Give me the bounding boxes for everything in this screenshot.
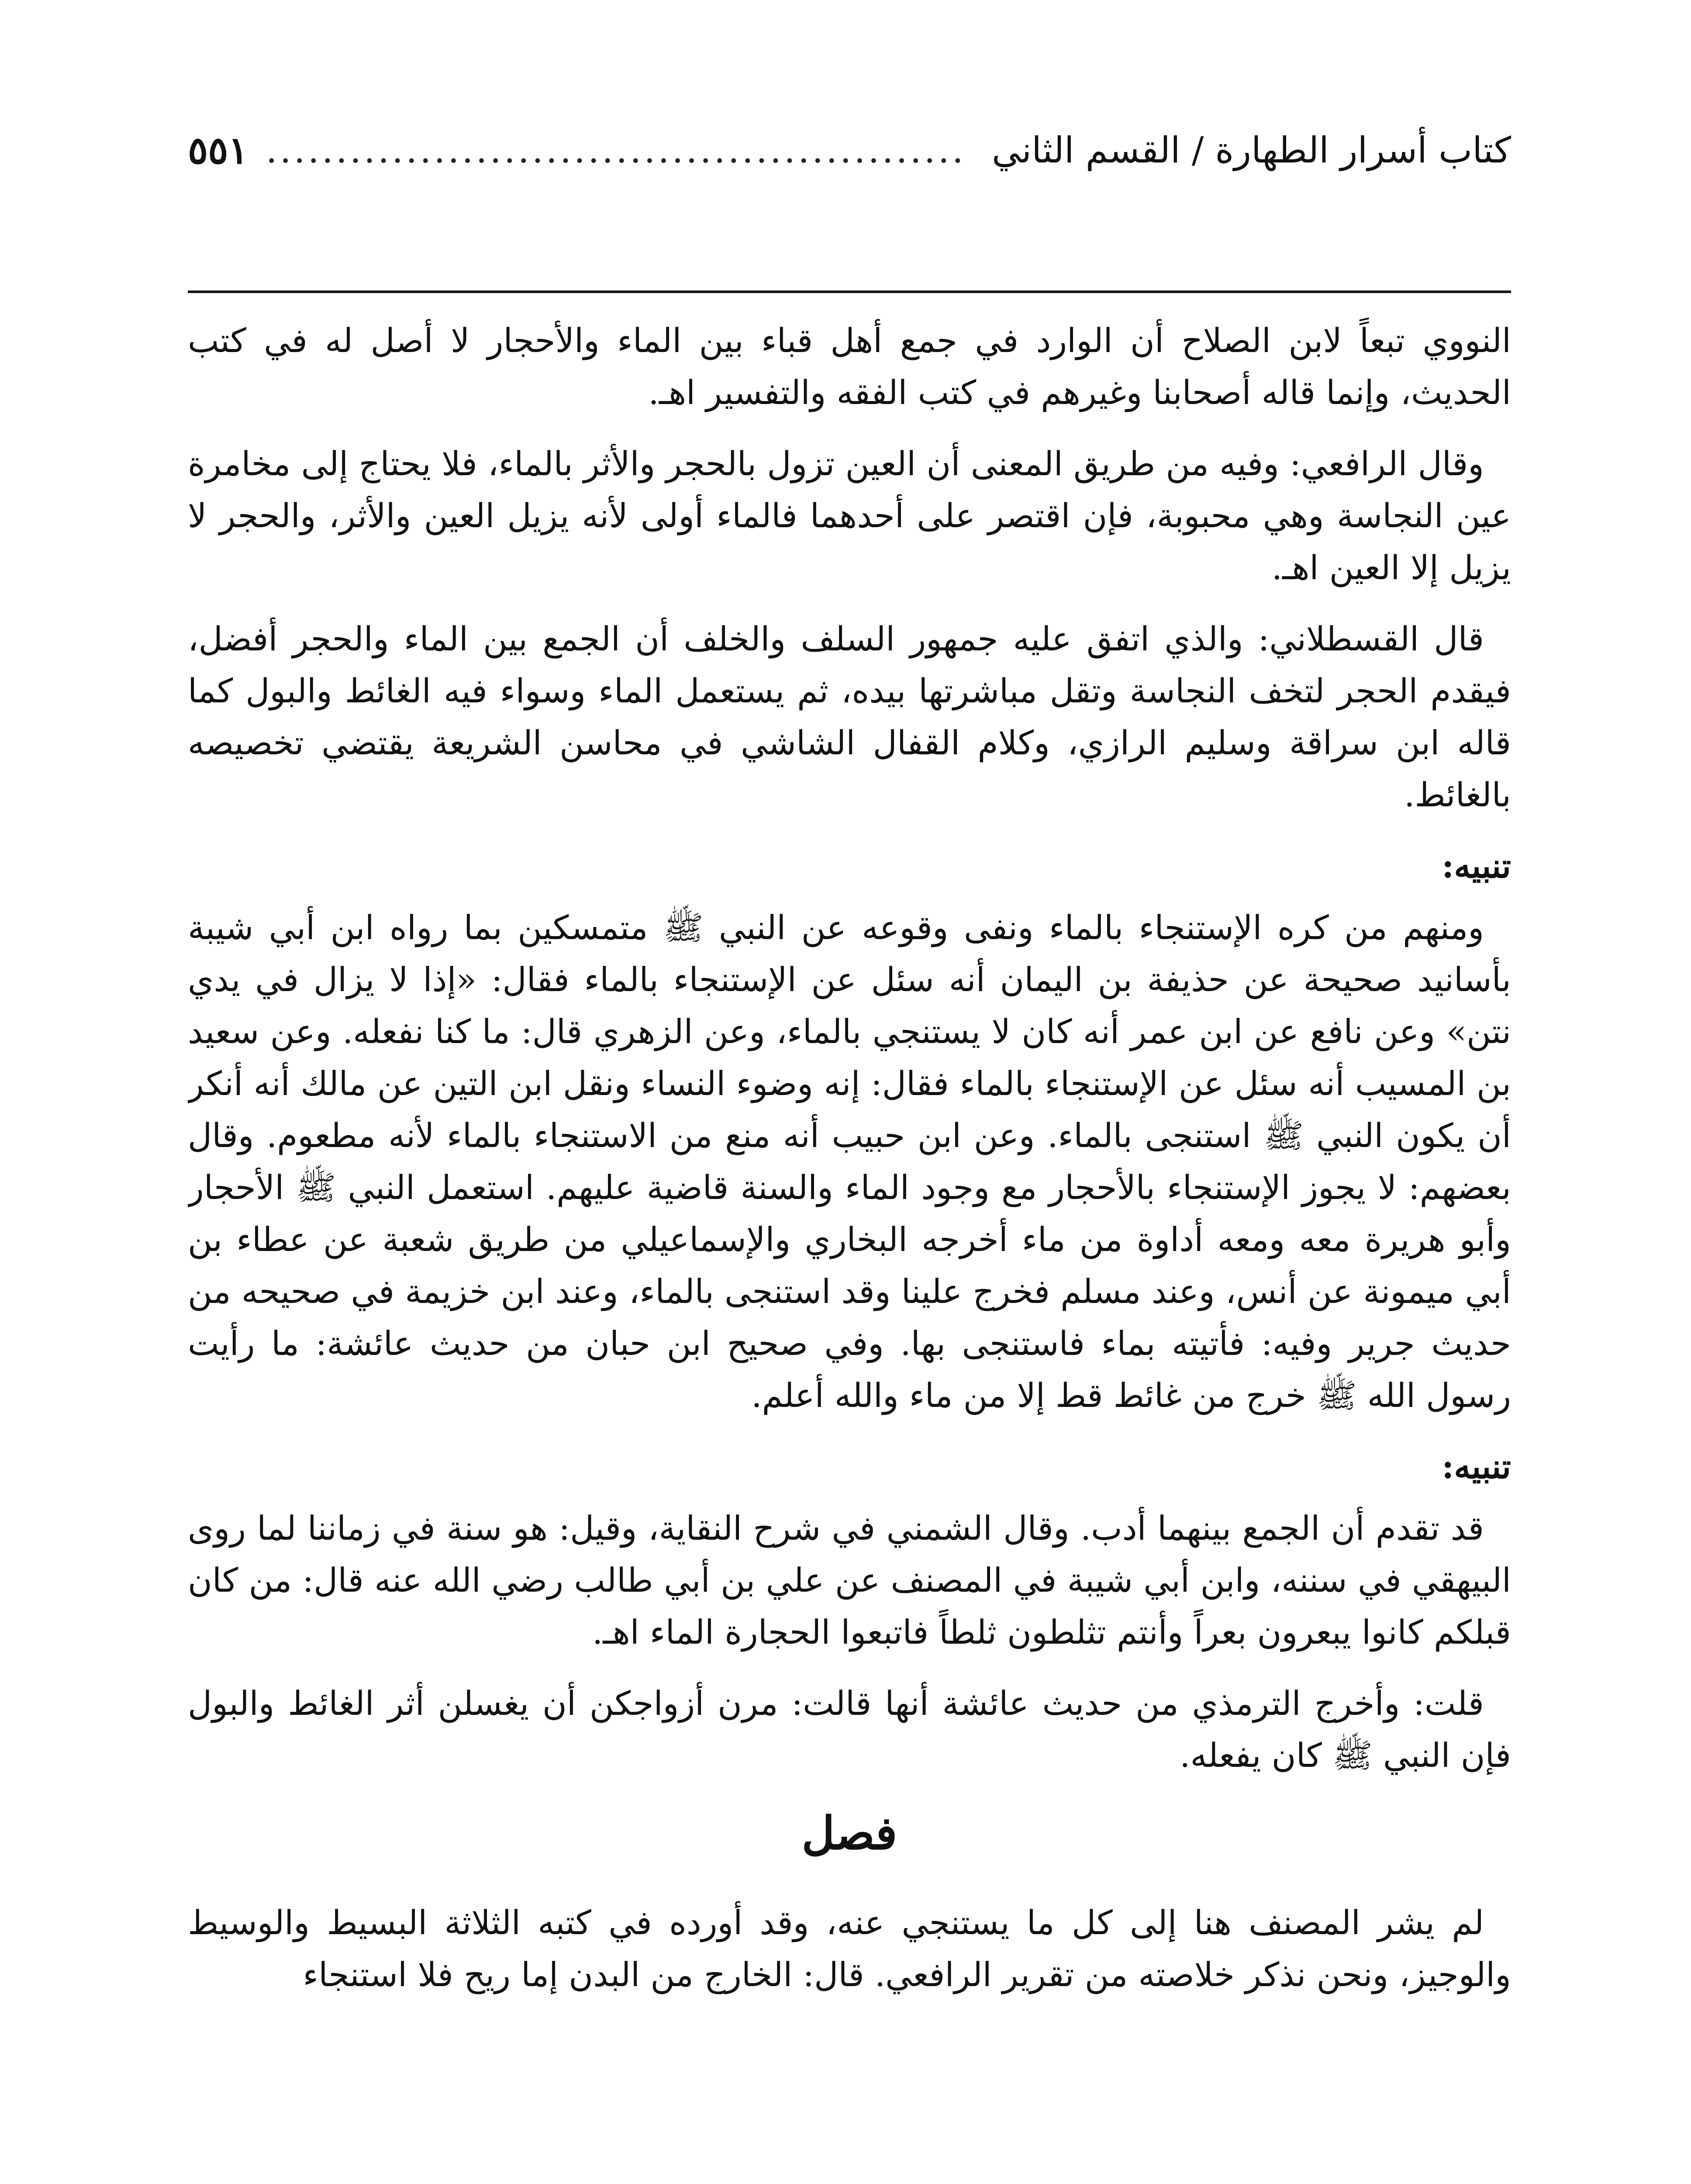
note-text-2: قد تقدم أن الجمع بينهما أدب. وقال الشمني في شرح النقاية، وقيل: هو سنة في زماننا لما روى البيهقي في سننه، وابن أبي شيبة في المصنف عن علي بن أبي طالب رضي الله عنه قال: من كان قبلكم كانوا يبعرون بعراً وأنتم تثلطون ثلطاً فاتبعوا الحجارة الماء اهـ. [188,1509,1511,1652]
header-leader-dots: .................................................. [266,129,966,171]
note-heading-2: تنبيه: [1442,1447,1511,1486]
book-title: كتاب أسرار الطهارة / القسم الثاني [991,129,1511,171]
page-number: ٥٥١ [188,128,248,173]
note-text-1: ومنهم من كره الإستنجاء بالماء ونفى وقوعه عن النبي ﷺ متمسكين بما رواه ابن أبي شيبة بأسانيد صحيحة عن حذيفة بن اليمان أنه سئل عن الإستنجاء بالماء فقال: «إذا لا يزال في يدي نتن» وعن نافع عن ابن عمر أنه كان لا يستنجي بالماء، وعن الزهري قال: ما كنا نفعله. وعن سعيد بن المسيب أنه سئل عن الإستنجاء بالماء فقال: إنه وضوء النساء ونقل ابن التين عن مالك أنه أنكر أن يكون النبي ﷺ استنجى بالماء. وعن ابن حبيب أنه منع من الاستنجاء بالماء لأنه مطعوم. وقال بعضهم: لا يجوز الإستنجاء بالأحجار مع وجود الماء والسنة قاضية عليهم. استعمل النبي ﷺ الأحجار وأبو هريرة معه ومعه أداوة من ماء أخرجه البخاري والإسماعيلي من طريق شعبة عن عطاء بن أبي ميمونة عن أنس، وعند مسلم فخرج علينا وقد استنجى بالماء، وعند ابن خزيمة في صحيحه من حديث جرير وفيه: فأتيته بماء فاستنجى بها. وفي صحيح ابن حبان من حديث عائشة: ما رأيت رسول الله ﷺ خرج من غائط قط إلا من ماء والله أعلم. [188,908,1511,1415]
paragraph-rafii: وقال الرافعي: وفيه من طريق المعنى أن العين تزول بالحجر والأثر بالماء، فلا يحتاج إلى مخامرة عين النجاسة وهي محبوبة، فإن اقتصر على أحدهما فالماء أولى لأنه يزيل العين والأثر، والحجر لا يزيل إلا العين اهـ. [188,444,1511,587]
paragraph-nawawi: النووي تبعاً لابن الصلاح أن الوارد في جمع أهل قباء بين الماء والأحجار لا أصل له في كتب الحديث، وإنما قاله أصحابنا وغيرهم في كتب الفقه والتفسير اهـ. [188,321,1511,412]
paragraph-qastallani: قال القسطلاني: والذي اتفق عليه جمهور السلف والخلف أن الجمع بين الماء والحجر أفضل، فيقدم الحجر لتخف النجاسة وتقل مباشرتها بيده، ثم يستعمل الماء وسواء فيه الغائط والبول كما قاله ابن سراقة وسليم الرازي، وكلام القفال الشاشي في محاسن الشريعة يقتضي تخصيصه بالغائط. [188,619,1511,814]
header-rule [188,290,1511,293]
section-text: لم يشر المصنف هنا إلى كل ما يستنجي عنه، وقد أورده في كتبه الثلاثة البسيط والوسيط والوجيز، ونحن نذكر خلاصته من تقرير الرافعي. قال: الخارج من البدن إما ريح فلا استنجاء [188,1903,1511,1994]
header-left-group [188,128,966,173]
note-followup-2: قلت: وأخرج الترمذي من حديث عائشة أنها قالت: مرن أزواجكن أن يغسلن أثر الغائط والبول فإن النبي ﷺ كان يفعله. [188,1684,1511,1775]
note-heading-1: تنبيه: [1442,847,1511,885]
body-text [188,314,1511,2184]
section-title: فصل [801,1806,897,1860]
running-header [188,118,1511,183]
